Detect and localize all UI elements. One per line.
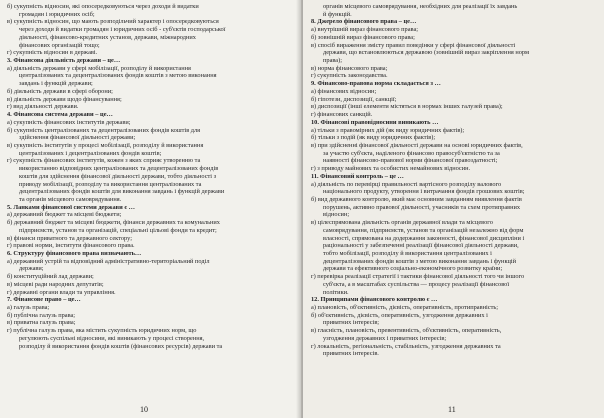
text-line: а) внутрішній вираз фінансового права;	[311, 26, 419, 34]
text-line: в) цілеспрямована діяльність органів державної влади та місцевого	[311, 219, 493, 227]
question-heading: 5. Ланками фінансової системи держави є …	[7, 203, 135, 211]
text-line: б) сукупність централізованих та децентралізованих фондів коштів для	[7, 126, 201, 134]
text-line: а) державний бюджет та місцеві бюджети;	[7, 211, 122, 219]
text-line: органів місцевого самоврядування, необхідних для реалізації їх завдань	[323, 3, 518, 10]
text-line: г) з приводу майнових та особистих немайнових відносин.	[311, 165, 471, 173]
text-line: наявності фінансово-правової норми фінансової правоздатності;	[323, 157, 498, 165]
text-line: а) плановість, об'єктивність, дієвість, оперативність, протиправність;	[311, 304, 499, 312]
text-line: через доходи й видатки громадян і юридичних осіб - суб'єктів господарської	[19, 26, 226, 34]
text-line: в) фінанси приватного та державного сектору;	[7, 234, 132, 242]
text-line: децентралізованих фондів коштів для виконання завдань і функцій держави	[19, 188, 225, 196]
text-line: в) сукупність інститутів у процесі мобілізації, розподілу й використання	[7, 141, 204, 149]
text-line: власності, спрямована на додержання законності, фінансової дисципліни і	[323, 234, 525, 242]
text-line: децентралізованих фондів коштів з метою виконання завдань і функцій	[323, 257, 517, 265]
text-line: г) фінансових санкцій.	[311, 111, 373, 119]
page-number-right: 11	[448, 405, 456, 414]
text-line: держави;	[19, 265, 44, 273]
text-line: а) діяльність держави у сфері мобілізації, розподілу й використання	[7, 64, 191, 72]
text-line: узгодження державних і приватних інтересів;	[323, 334, 447, 342]
question-heading: 7. Фінансове право – це…	[7, 296, 81, 304]
text-line: б) державний бюджет та місцеві бюджети, фінанси державних та комунальних	[7, 219, 220, 227]
text-line: а) державний устрій та відповідний адміністративно-територіальний поділ	[7, 257, 210, 265]
question-heading: 8. Джерело фінансового права – це…	[311, 18, 417, 26]
text-line: централізованих і децентралізованих фондів коштів;	[19, 149, 162, 157]
text-line: порушень, активно правової діяльності, учасників та схем протиправних	[323, 203, 521, 211]
text-line: г) локальність, регіональність, стабільність, узгодження державних та	[311, 342, 501, 350]
text-line: а) сукупність фінансових інститутів держави;	[7, 118, 131, 126]
text-line: відносин;	[323, 211, 350, 219]
text-line: а) галузь права;	[7, 304, 50, 312]
text-line: в) норма фінансового права;	[311, 64, 388, 72]
text-line: та органів місцевого самоврядування.	[19, 195, 122, 203]
question-heading: 11. Фінансовий контроль – це …	[311, 172, 404, 180]
text-line: діяльності, фінансово-кредитних установ, держави, міжнародних	[19, 33, 196, 41]
question-heading: 12. Принципами фінансового контролю є …	[311, 296, 438, 304]
text-line: г) вид діяльності держави.	[7, 103, 79, 111]
question-heading: 3. Фінансова діяльність держави – це…	[7, 57, 121, 65]
question-heading: 4. Фінансова система держави – це…	[7, 111, 113, 119]
text-line: а) діяльність по перевірці правильності вартісного розподілу валового	[311, 180, 502, 188]
text-line: приводу мобілізації, розподілу та використання централізованих та	[19, 180, 202, 188]
right-page-text	[311, 3, 597, 358]
text-line: й функцій.	[323, 10, 352, 18]
text-line: г) сукупність законодавства.	[311, 72, 388, 80]
text-line: держави, що встановлюються державою (зовнішній вираз закріплення норм	[323, 49, 530, 57]
text-line: в) при здійсненні фінансової діяльності держави на основі юридичних фактів,	[311, 141, 523, 149]
text-line: регулюють суспільні відносини, які виникають у процесі створення,	[19, 334, 205, 342]
text-line: фінансових організацій тощо;	[19, 41, 100, 49]
text-line: приватних інтересів;	[323, 319, 380, 327]
text-line: б) об'єктивність, дієвість, оперативність, узгодження державних і	[311, 311, 488, 319]
text-line: використанню відповідних централізованих та децентралізованих фондів	[19, 165, 219, 173]
right-page	[303, 0, 604, 418]
text-line: б) гіпотези, диспозиції, санкції;	[311, 95, 397, 103]
text-line: в) спосіб вираження змісту правил поведінки у сфері фінансової діяльності	[311, 41, 516, 49]
text-line: г) сукупність фінансових інститутів, кожен з яких сприяє утворенню та	[7, 157, 201, 165]
text-line: національного продукту, утворення і витрачання фондів грошових коштів;	[323, 188, 525, 196]
text-line: раціональності у забезпеченні реалізації фінансової діяльності держави,	[323, 242, 519, 250]
text-line: завдань і функцій держави;	[19, 80, 93, 88]
question-heading: 9. Фінансово-правова норма складається з …	[311, 80, 441, 88]
text-line: приватних інтересів.	[323, 350, 379, 358]
text-line: коштів для здійснення фінансової діяльності держави, тобто діяльності з	[19, 172, 217, 180]
text-line: б) вид державного контролю, який має основним завданням виявлення фактів	[311, 195, 522, 203]
text-line: в) місцеві ради народних депутатів;	[7, 280, 104, 288]
text-line: г) перевірка реалізації стратегії і тактики фінансової діяльності того чи іншого	[311, 273, 525, 281]
text-line: а) фінансових відносин;	[311, 87, 377, 95]
text-line: б) діяльність держави в сфері оборони;	[7, 87, 113, 95]
text-line: в) диспозиції (інші елементи містяться в нормах інших галузей права);	[311, 103, 503, 111]
left-page	[0, 0, 301, 418]
text-line: права);	[323, 57, 342, 65]
text-line: здійснення фінансової діяльності держави;	[19, 134, 136, 142]
text-line: г) публічна галузь права, яка містить сукупність юридичних норм, що	[7, 327, 197, 335]
text-line: а) тільки з правомірних дій (як виду юридичних фактів);	[311, 126, 465, 134]
text-line: самоврядування, підприємств, установ та організацій незалежно від форм	[323, 226, 524, 234]
text-line: г) правові норми, інститути фінансового права.	[7, 242, 135, 250]
text-line: громадян і юридичних осіб;	[19, 10, 95, 18]
question-heading: 10. Фінансові правовідносини виникають …	[311, 118, 439, 126]
text-line: тобто мобілізації, розподілу й використання централізованих і	[323, 250, 492, 257]
text-line: б) зовнішній вираз фінансового права;	[311, 33, 415, 41]
text-line: підприємств, установ та організацій, спеціальні цільові фонди та кредит;	[19, 226, 217, 234]
text-line: в) гласність, плановість, превентивність, об'єктивність, оперативність,	[311, 327, 502, 335]
text-line: держави та ефективного соціально-економічного розвитку країни;	[323, 265, 503, 273]
text-line: за участю суб'єкта, наділеного фінансово правосуб'єктністю та за	[323, 149, 500, 157]
page-number-left: 10	[140, 405, 148, 414]
text-line: б) публічна галузь права;	[7, 311, 76, 319]
left-page-text	[7, 3, 295, 350]
text-line: б) тільки з подій (як виду юридичних фактів);	[311, 134, 436, 142]
text-line: розподілу й використання фондів коштів (фінансових ресурсів) держави та	[19, 342, 223, 350]
question-heading: 6. Структуру фінансового права визначають…	[7, 250, 142, 257]
text-line: г) сукупність відносин в державі.	[7, 49, 98, 57]
text-line: в) сукупність відносин, що мають розподільчий характер і опосередковуються	[7, 18, 219, 26]
text-line: б) конституційний лад держави;	[7, 273, 94, 281]
text-line: в) приватна галузь права;	[7, 319, 76, 327]
text-line: централізованих та децентралізованих фондів коштів з метою виконання	[19, 72, 217, 80]
text-line: б) сукупність відносин, які опосередковуються через доходи й видатки	[7, 3, 199, 10]
text-line: суб'єкта, а в масштабах суспільства — процесу реалізації фінансової	[323, 280, 510, 288]
text-line: г) державні органи влади та управління.	[7, 288, 116, 296]
text-line: в) діяльність держави щодо фінансування;	[7, 95, 122, 103]
text-line: політики.	[323, 288, 349, 296]
